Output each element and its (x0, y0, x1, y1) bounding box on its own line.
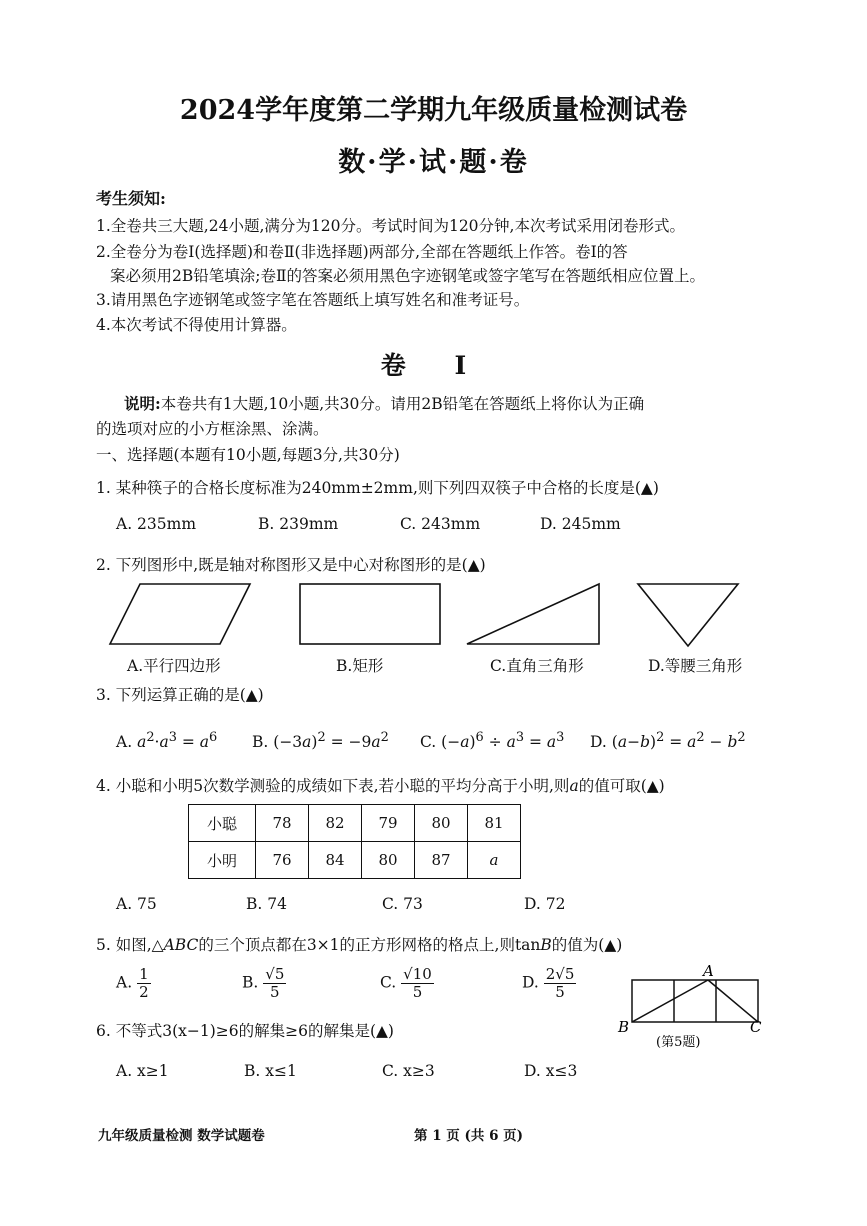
q5-grid-figure (612, 960, 772, 1052)
q5-stem-b: 的三个顶点都在3×1的正方形网格的格点上,则tan (198, 936, 541, 954)
q5-stem (96, 933, 622, 955)
q6-option-c[interactable]: C. x≥3 (382, 1062, 435, 1080)
fraction-numerator: 1 (139, 965, 149, 983)
math-expression: $a^2\cdot a^3 = a^6$ (137, 730, 218, 752)
option-label: A. (116, 733, 133, 752)
q6-stem: 6. 不等式3(x−1)≥6的解集≥6的解集是(▲) (96, 1022, 394, 1040)
option-label: D. (522, 973, 539, 992)
note-text: 本卷共有1大题,10小题,共30分。请用2B铅笔在答题纸上将你认为正确 (160, 395, 645, 413)
math-expression: $(-a)^6 \div a^3 = a^3$ (441, 730, 565, 752)
option-label: C. (380, 973, 397, 992)
right-triangle-shape (467, 584, 599, 644)
q5-option-b[interactable] (242, 966, 286, 1001)
q2-option-d[interactable]: D.等腰三角形 (648, 657, 743, 675)
q2-option-a[interactable]: A.平行四边形 (127, 657, 221, 675)
footer-page: 第 1 页 (共 6 页) (414, 1128, 524, 1144)
q1-stem: 1. 某种筷子的合格长度标准为240mm±2mm,则下列四双筷子中合格的长度是(▲) (96, 479, 659, 497)
note-label: 说明: (124, 394, 161, 413)
fraction-numerator: 2√5 (545, 965, 575, 983)
fraction (544, 966, 577, 1001)
section-title: 卷 Ⅰ (380, 351, 487, 380)
q1-option-d[interactable]: D. 245mm (540, 515, 621, 533)
q5-stem-a: 5. 如图,△ (96, 936, 164, 954)
option-label: D. (590, 733, 607, 752)
section-note-cont: 的选项对应的小方框涂黑、涂满。 (96, 420, 329, 438)
q4-stem-text: 4. 小聪和小明5次数学测验的成绩如下表,若小聪的平均分高于小明,则 (96, 777, 570, 795)
fraction (401, 966, 434, 1001)
table-cell: 82 (309, 805, 362, 842)
q4-stem (96, 774, 665, 796)
q4-option-c[interactable]: C. 73 (382, 895, 423, 913)
notice-item: 3.请用黑色字迹钢笔或签字笔在答题纸上填写姓名和准考证号。 (96, 291, 530, 309)
q5-stem-c: 的值为(▲) (551, 936, 623, 954)
q6-option-b[interactable]: B. x≤1 (244, 1062, 297, 1080)
exam-subtitle: 数·学·试·题·卷 (338, 147, 529, 178)
exam-title: 2024学年度第二学期九年级质量检测试卷 (179, 95, 688, 126)
q3-stem: 3. 下列运算正确的是(▲) (96, 686, 264, 704)
q2-option-c[interactable]: C.直角三角形 (490, 657, 584, 675)
option-label: A. (116, 973, 133, 992)
point-label-b: B (618, 1018, 630, 1036)
q4-stem-end: 的值可取(▲) (578, 777, 665, 795)
q3-option-c[interactable] (420, 730, 564, 751)
option-label: B. (252, 733, 269, 752)
q1-option-c[interactable]: C. 243mm (400, 515, 481, 533)
q6-option-a[interactable]: A. x≥1 (116, 1062, 169, 1080)
q2-stem: 2. 下列图形中,既是轴对称图形又是中心对称图形的是(▲) (96, 556, 486, 574)
fraction-denominator: 5 (270, 983, 280, 1001)
table-row (189, 805, 521, 842)
table-row (189, 842, 521, 879)
notice-item: 案必须用2B铅笔填涂;卷Ⅱ的答案必须用黑色字迹钢笔或签字笔写在答题纸相应位置上。 (110, 267, 706, 285)
part-heading: 一、选择题(本题有10小题,每题3分,共30分) (96, 446, 400, 464)
q5-option-d[interactable] (522, 966, 576, 1001)
q3-option-a[interactable] (116, 730, 217, 751)
table-cell: 81 (468, 805, 521, 842)
fraction-denominator: 5 (555, 983, 565, 1001)
table-cell: 76 (256, 842, 309, 879)
fraction-denominator: 5 (412, 983, 423, 1001)
fraction-numerator: √5 (265, 965, 285, 983)
notice-heading: 考生须知: (96, 189, 166, 208)
q4-option-a[interactable]: A. 75 (116, 895, 157, 913)
parallelogram-shape (110, 584, 250, 644)
table-cell: 80 (362, 842, 415, 879)
q3-option-b[interactable] (252, 730, 389, 751)
q2-shapes (108, 582, 768, 652)
fraction-denominator: 2 (139, 983, 149, 1001)
table-cell: 78 (256, 805, 309, 842)
footer-left: 九年级质量检测 数学试题卷 (98, 1128, 265, 1144)
table-cell: a (468, 842, 521, 879)
q5-stem-var2: B (540, 936, 552, 954)
q1-option-a[interactable]: A. 235mm (116, 515, 197, 533)
q4-option-d[interactable]: D. 72 (524, 895, 566, 913)
point-label-a: A (703, 962, 714, 980)
fraction (263, 966, 286, 1001)
table-cell: 小聪 (189, 805, 256, 842)
score-table (188, 804, 521, 879)
q4-option-b[interactable]: B. 74 (246, 895, 287, 913)
table-cell: 87 (415, 842, 468, 879)
option-label: B. (242, 973, 259, 992)
table-cell: 小明 (189, 842, 256, 879)
table-cell: 79 (362, 805, 415, 842)
q6-option-d[interactable]: D. x≤3 (524, 1062, 578, 1080)
notice-item: 1.全卷共三大题,24小题,满分为120分。考试时间为120分钟,本次考试采用闭卷形式。 (96, 217, 685, 235)
figure-caption: (第5题) (656, 1035, 701, 1050)
point-label-c: C (750, 1018, 762, 1036)
q5-stem-var: ABC (163, 936, 199, 954)
isosceles-triangle-shape (638, 584, 738, 646)
rectangle-shape (300, 584, 440, 644)
q4-stem-var: a (569, 777, 579, 795)
q3-option-d[interactable] (590, 730, 746, 751)
section-note (124, 392, 644, 414)
option-label: C. (420, 733, 437, 752)
math-expression: $(a-b)^2 = a^2 - b^2$ (611, 730, 746, 752)
table-cell: 84 (309, 842, 362, 879)
notice-item: 4.本次考试不得使用计算器。 (96, 316, 297, 334)
q5-option-c[interactable] (380, 966, 434, 1001)
fraction-numerator: √10 (403, 965, 432, 983)
math-expression: $(-3a)^2 = -9a^2$ (273, 730, 389, 752)
q1-option-b[interactable]: B. 239mm (258, 515, 339, 533)
q2-option-b[interactable]: B.矩形 (336, 657, 384, 675)
table-cell: 80 (415, 805, 468, 842)
fraction (137, 966, 151, 1001)
q5-option-a[interactable] (116, 966, 151, 1001)
notice-item: 2.全卷分为卷Ⅰ(选择题)和卷Ⅱ(非选择题)两部分,全部在答题纸上作答。卷Ⅰ的答 (96, 243, 628, 261)
